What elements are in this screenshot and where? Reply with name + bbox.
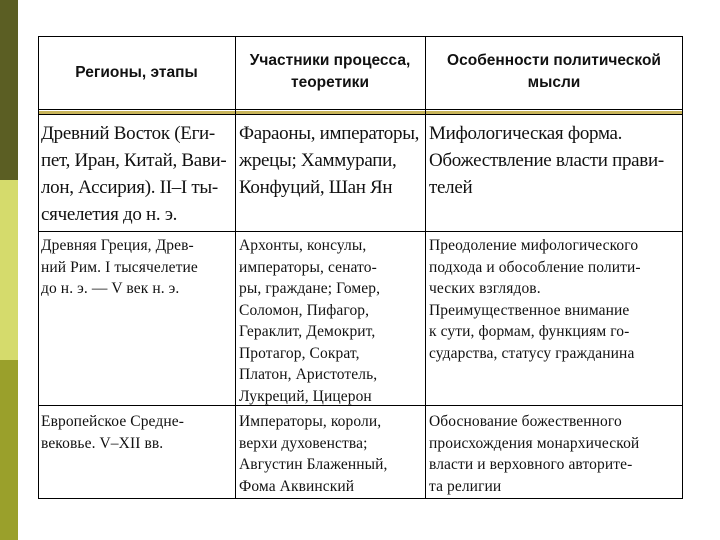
- row1-region: Древний Восток (Еги- пет, Иран, Китай, Вави- лон, Ассирия). II–I ты- сячелетия до н. э.: [41, 123, 227, 225]
- header-divider: [38, 109, 683, 110]
- table-border-right: [682, 36, 683, 499]
- table-border-bottom: [38, 498, 683, 499]
- decor-stripe-mid: [0, 360, 18, 540]
- header-divider-lower: [38, 114, 683, 115]
- table-border-left: [38, 36, 39, 499]
- row2-participants: Архонты, консулы, императоры, сенато- ры, граждане; Гомер, Соломон, Пифагор, Гераклит, Демокрит, Протагор, Сократ, Платон, Аристотель, Лукреций, Цицерон: [239, 237, 381, 405]
- column-divider-2: [425, 36, 426, 499]
- decor-stripe-dark: [0, 0, 18, 180]
- header-regions: Регионы, этапы: [75, 64, 198, 81]
- column-divider-1: [235, 36, 236, 499]
- table-border-top: [38, 36, 683, 37]
- row3-region: Европейское Средне- вековье. V–XII вв.: [41, 413, 184, 452]
- decor-stripe-light: [0, 180, 18, 360]
- row1-features: Мифологическая форма. Обожествление власти прави- телей: [429, 123, 664, 198]
- row-divider-1: [38, 231, 683, 232]
- row3-features: Обоснование божественного происхождения монархической власти и верховного авторите- та религии: [429, 413, 640, 495]
- header-participants: Участники процесса, теоретики: [249, 52, 411, 91]
- row3-participants: Императоры, короли, верхи духовенства; Августин Блаженный, Фома Аквинский: [239, 413, 388, 495]
- row2-features: Преодоление мифологического подхода и обособление полити- ческих взглядов. Преимущественное внимание к сути, формам, функциям го- сударства, статусу гражданина: [429, 237, 641, 362]
- row2-region: Древняя Греция, Древ- ний Рим. I тысячелетие до н. э. — V век н. э.: [41, 237, 198, 297]
- header-features: Особенности политической мысли: [447, 52, 661, 91]
- row1-participants: Фараоны, императоры, жрецы; Хаммурапи, Конфуций, Шан Ян: [239, 123, 420, 198]
